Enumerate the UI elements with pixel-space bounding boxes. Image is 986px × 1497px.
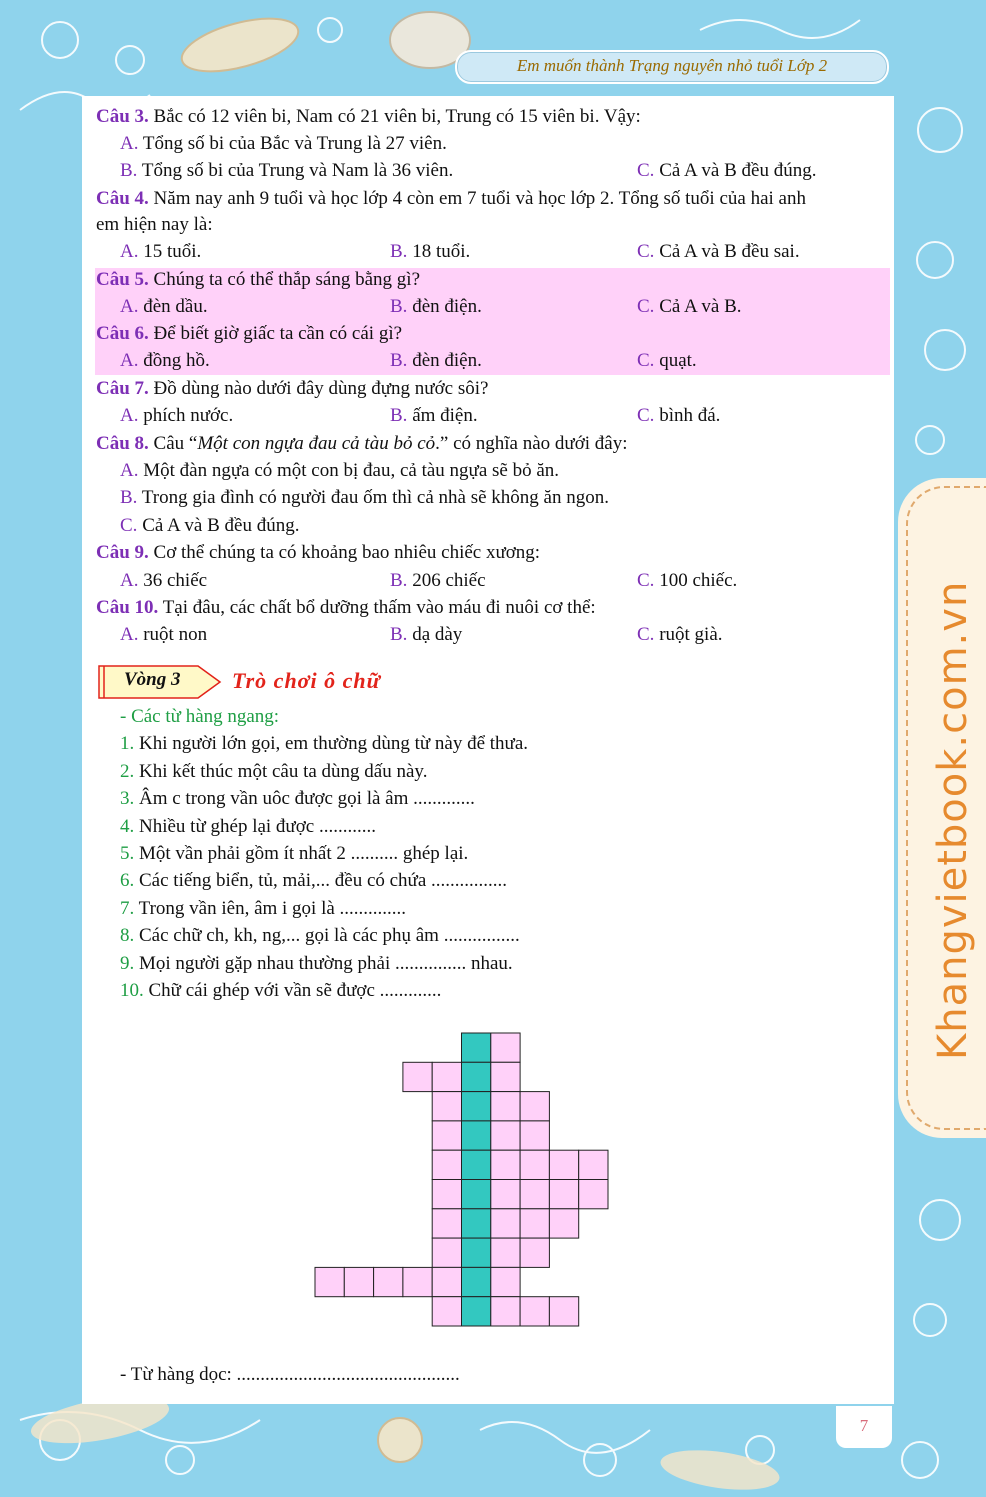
question-4-cont: em hiện nay là: [96,214,213,235]
option-9b: B. 206 chiếc [390,570,486,591]
option-10b: B. dạ dày [390,624,463,645]
question-8: Câu 8. Câu “Một con ngựa đau cả tàu bỏ cỏ.” có nghĩa nào dưới đây: [96,433,628,454]
option-6b: B. đèn điện. [390,350,482,371]
option-8a: A. Một đàn ngựa có một con bị đau, cả tàu ngựa sẽ bỏ ăn. [120,460,560,481]
clue-4: 4. Nhiều từ ghép lại được ............ [120,816,376,837]
option-4b: B. 18 tuổi. [390,241,471,262]
option-6a: A. đồng hồ. [120,350,210,371]
option-3c: C. Cả A và B đều đúng. [637,160,817,181]
option-9a: A. 36 chiếc [120,570,208,591]
option-10a: A. ruột non [120,624,208,645]
option-3a: A. Tổng số bi của Bắc và Trung là 27 viên. [120,133,447,154]
clue-5: 5. Một vần phải gồm ít nhất 2 .......... ghép lại. [120,843,469,864]
question-5: Câu 5. Chúng ta có thể thắp sáng bằng gì? [96,269,421,290]
round-title: Trò chơi ô chữ [232,668,381,693]
option-8c: C. Cả A và B đều đúng. [120,515,300,536]
option-10c: C. ruột già. [637,624,723,645]
clue-10: 10. Chữ cái ghép với vần sẽ được ............. [120,980,442,1001]
option-7c: C. bình đá. [637,405,721,426]
question-10: Câu 10. Tại đâu, các chất bổ dưỡng thấm vào máu đi nuôi cơ thể: [96,597,596,618]
round-label: Vòng 3 [124,669,181,690]
question-7: Câu 7. Đồ dùng nào dưới đây dùng đựng nước sôi? [96,378,489,399]
option-6c: C. quạt. [637,350,697,371]
option-5b: B. đèn điện. [390,296,482,317]
clue-6: 6. Các tiếng biển, tủ, mải,... đều có chứa ................ [120,870,508,891]
header-banner [455,50,889,84]
option-8b: B. Trong gia đình có người đau ốm thì cả nhà sẽ không ăn ngon. [120,487,609,508]
option-7b: B. ấm điện. [390,405,478,426]
option-4c: C. Cả A và B đều sai. [637,241,800,262]
clue-8: 8. Các chữ ch, kh, ng,... gọi là các phụ âm ................ [120,925,520,946]
question-4: Câu 4. Năm nay anh 9 tuổi và học lớp 4 còn em 7 tuổi và học lớp 2. Tổng số tuổi của hai anh [96,188,806,209]
clue-1: 1. Khi người lớn gọi, em thường dùng từ này để thưa. [120,733,529,754]
clue-3: 3. Âm c trong vần uôc được gọi là âm ............. [120,788,475,809]
clue-9: 9. Mọi người gặp nhau thường phải ............... nhau. [120,953,513,974]
page-number: 7 [859,1416,869,1435]
option-5a: A. đèn dầu. [120,296,208,317]
question-3: Câu 3. Bắc có 12 viên bi, Nam có 21 viên bi, Trung có 15 viên bi. Vậy: [96,106,641,127]
watermark: Khangvietbook.com.vn [930,580,976,1060]
option-9c: C. 100 chiếc. [637,570,738,591]
down-heading: - Từ hàng dọc: ............................................... [120,1364,460,1385]
option-3b: B. Tổng số bi của Trung và Nam là 36 viên. [120,160,454,181]
across-heading: - Các từ hàng ngang: [120,706,280,727]
option-7a: A. phích nước. [120,405,234,426]
question-9: Câu 9. Cơ thể chúng ta có khoảng bao nhiêu chiếc xương: [96,542,541,563]
header-title: Em muốn thành Trạng nguyên nhỏ tuổi Lớp 2 [516,56,828,75]
question-6: Câu 6. Để biết giờ giấc ta cần có cái gì? [96,323,403,344]
page-number-box [836,1406,892,1448]
option-4a: A. 15 tuổi. [120,241,202,262]
option-5c: C. Cả A và B. [637,296,742,317]
clue-2: 2. Khi kết thúc một câu ta dùng dấu này. [120,761,428,782]
clue-7: 7. Trong vần iên, âm i gọi là .............. [120,898,407,919]
